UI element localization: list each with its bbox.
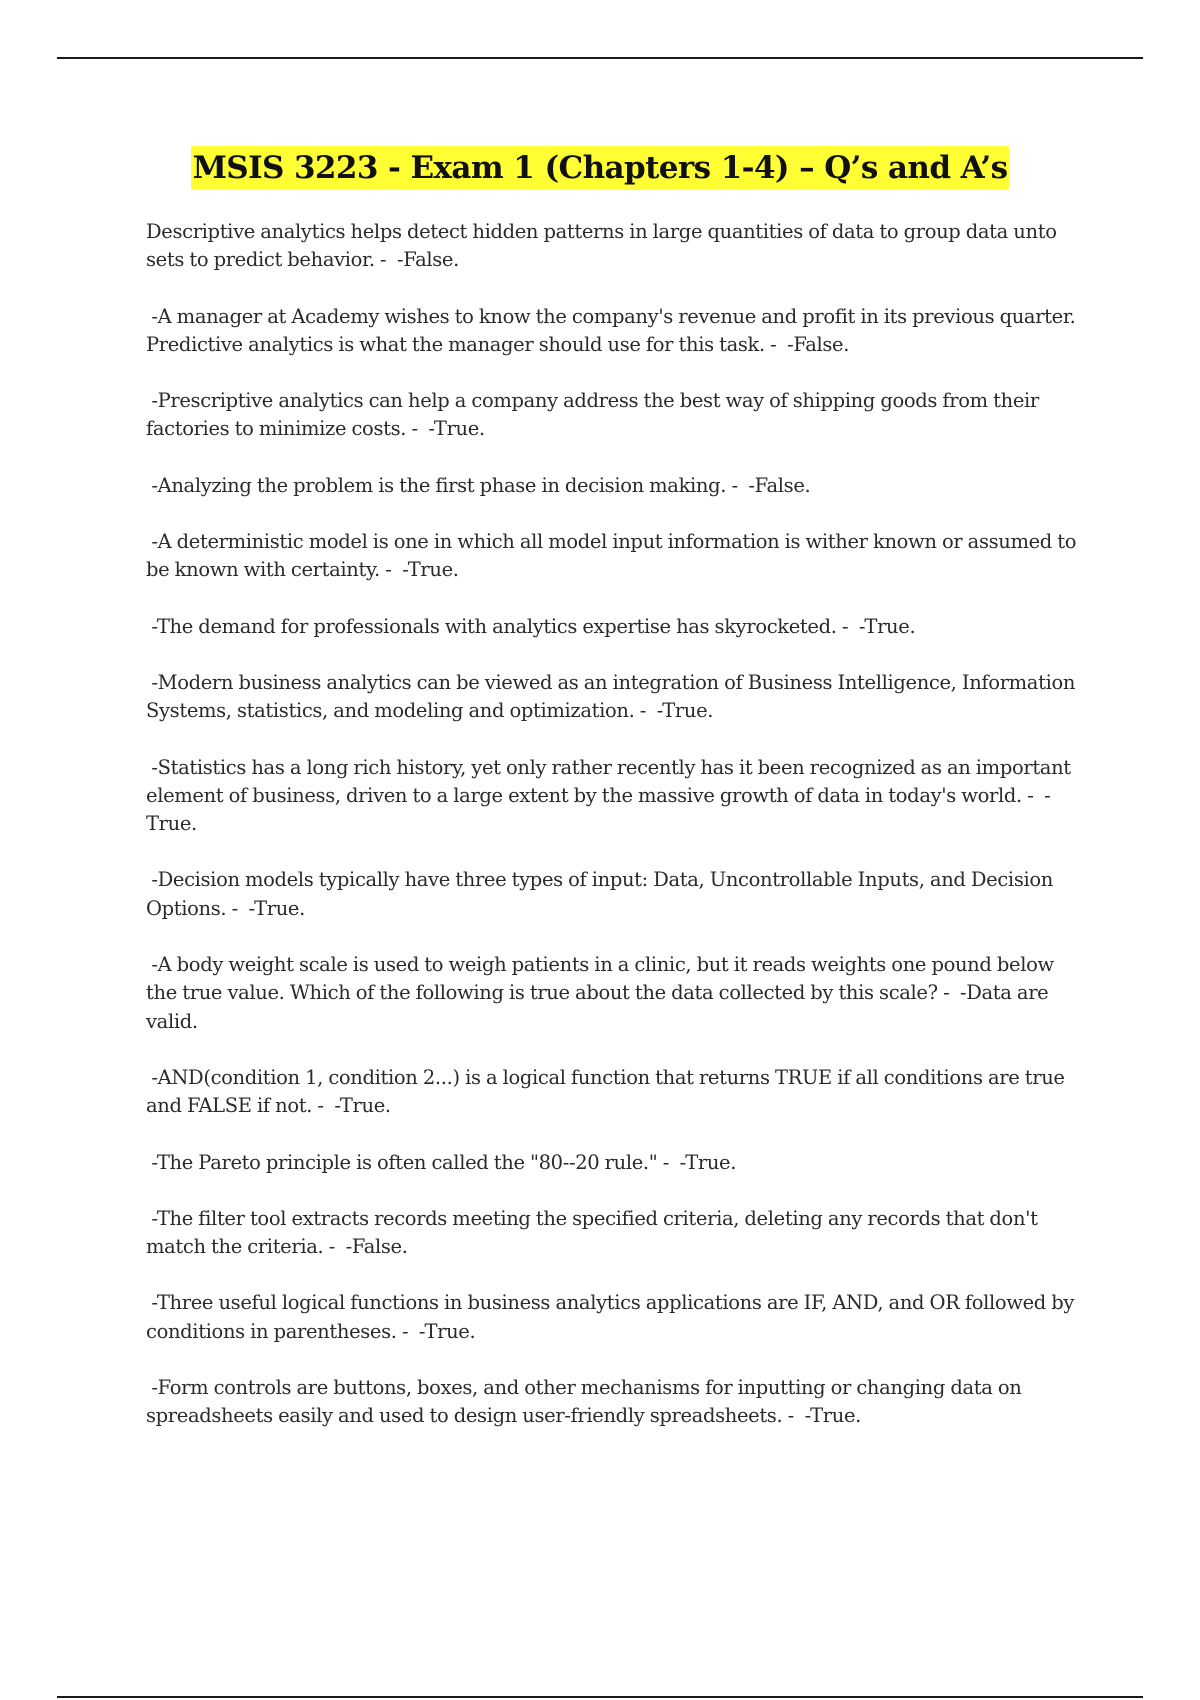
qa-item: -The filter tool extracts records meeting the specified criteria, deleting any records that don't match the criteria. - -False. (146, 1206, 1044, 1259)
page-title: MSIS 3223 - Exam 1 (Chapters 1-4) – Q’s and A’s (191, 146, 1010, 190)
qa-item: -Form controls are buttons, boxes, and other mechanisms for inputting or changing data on spreadsheets easily and used to design user-friendly spreadsheets. - -True. (146, 1376, 1027, 1428)
qa-item: Descriptive analytics helps detect hidden patterns in large quantities of data to group data unto sets to predict behavior. - -False. (146, 220, 1062, 272)
qa-item: -Statistics has a long rich history, yet only rather recently has it been recognized as an important element of business, driven to a large extent by the massive growth of data in today's world. - -True. (146, 755, 1077, 836)
qa-item: -Analyzing the problem is the first phase in decision making. - -False. (146, 473, 811, 497)
qa-item: -Decision models typically have three types of input: Data, Uncontrollable Inputs, and Decision Options. - -True. (146, 868, 1059, 920)
qa-item: -Three useful logical functions in business analytics applications are IF, AND, and OR followed by conditions in parentheses. - -True. (146, 1291, 1080, 1343)
qa-item: -The Pareto principle is often called the "80--20 rule." - -True. (146, 1150, 737, 1174)
title-container (0, 146, 1200, 190)
qa-item: -Modern business analytics can be viewed as an integration of Business Intelligence, Information Systems, statistics, and modeling and optimization. - -True. (146, 670, 1081, 723)
qa-item: -A manager at Academy wishes to know the company's revenue and profit in its previous quarter. Predictive analytics is what the manager should use for this task. - -False. (146, 304, 1081, 356)
qa-list (146, 218, 1086, 1459)
qa-item: -AND(condition 1, condition 2...) is a logical function that returns TRUE if all conditions are true and FALSE if not. - -True. (146, 1065, 1070, 1118)
qa-item: -The demand for professionals with analytics expertise has skyrocketed. - -True. (146, 614, 916, 638)
top-divider (57, 57, 1143, 59)
bottom-divider (57, 1696, 1143, 1698)
qa-item: -A body weight scale is used to weigh patients in a clinic, but it reads weights one pound below the true value. Which of the following is true about the data collected by this scale? - -Data are valid. (146, 953, 1060, 1033)
qa-item: -Prescriptive analytics can help a company address the best way of shipping goods from their factories to minimize costs. - -True. (146, 389, 1045, 441)
qa-item: -A deterministic model is one in which all model input information is wither known or assumed to be known with certainty. - -True. (146, 530, 1082, 582)
